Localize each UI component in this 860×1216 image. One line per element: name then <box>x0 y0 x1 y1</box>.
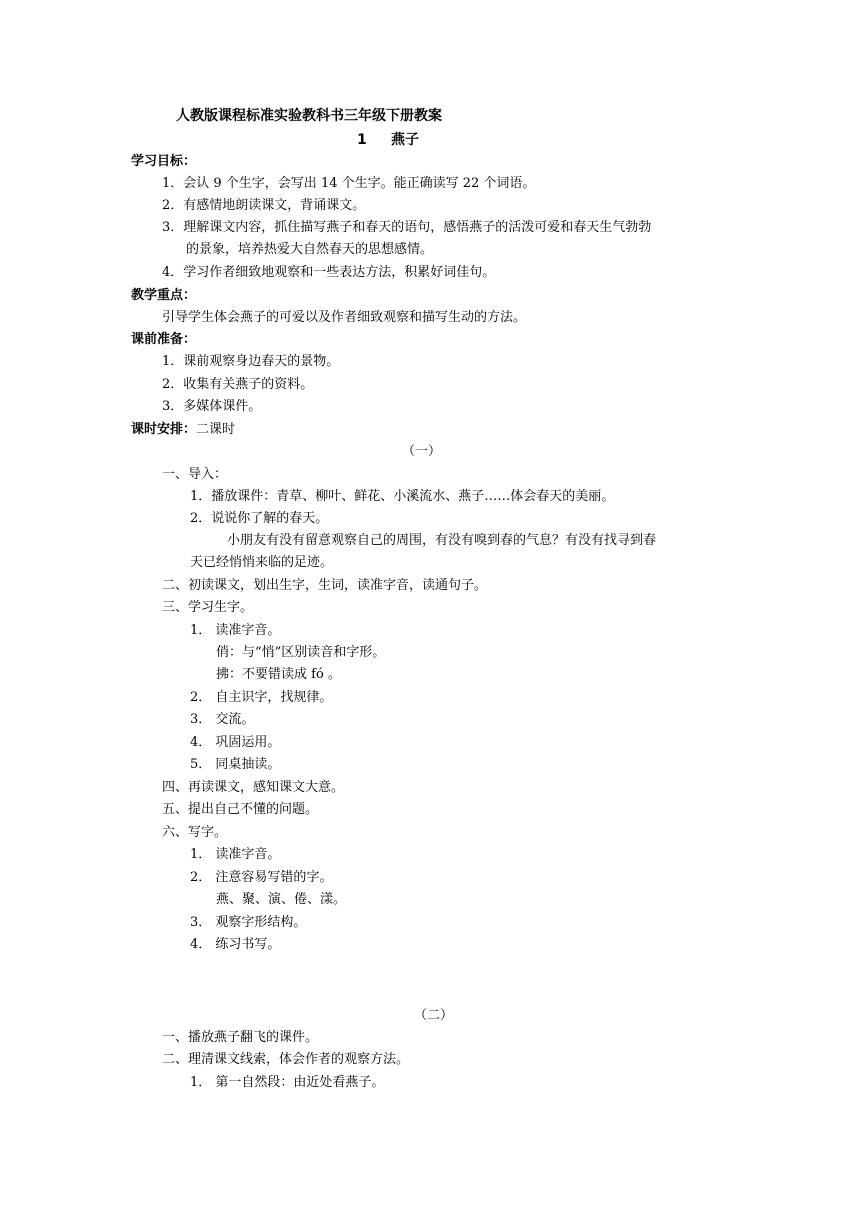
section-heading: 六、写字。 <box>162 825 228 840</box>
list-item: 4． 练习书写。 <box>190 937 281 952</box>
objective-item-continuation: 的景象，培养热爱大自然春天的思想感情。 <box>186 242 434 257</box>
list-item: 5． 同桌抽读。 <box>190 757 281 772</box>
key-points-heading: 教学重点： <box>131 288 197 303</box>
objectives-heading: 学习目标： <box>131 154 197 169</box>
list-subitem: 燕、聚、演、倦、漾。 <box>216 892 347 907</box>
list-item: 1．播放课件：青草、柳叶、鲜花、小溪流水、燕子……体会春天的美丽。 <box>190 489 615 504</box>
schedule-value: 二课时 <box>196 422 236 437</box>
section-heading: 一、导入： <box>162 467 228 482</box>
section-heading: 二、初读课文，划出生字，生词，读准字音，读通句子。 <box>162 578 488 593</box>
list-item: 2． 自主识字，找规律。 <box>190 690 333 705</box>
preparation-item: 1．课前观察身边春天的景物。 <box>162 354 340 369</box>
list-item: 1． 第一自然段：由近处看燕子。 <box>190 1075 385 1090</box>
section-heading: 二、理清课文线索，体会作者的观察方法。 <box>162 1052 410 1067</box>
list-item: 3． 观察字形结构。 <box>190 915 307 930</box>
paragraph-line: 天已经悄悄来临的足迹。 <box>190 555 334 570</box>
list-subitem: 俏：与“悄”区别读音和字形。 <box>216 645 386 660</box>
paragraph-line: 小朋友有没有留意观察自己的周围，有没有嗅到春的气息？有没有找寻到春 <box>227 533 657 548</box>
list-item: 4． 巩固运用。 <box>190 735 281 750</box>
section-heading: 四、再读课文，感知课文大意。 <box>162 780 345 795</box>
objective-item: 2．有感情地朗读课文，背诵课文。 <box>162 198 366 213</box>
preparation-item: 2．收集有关燕子的资料。 <box>162 377 314 392</box>
lesson-number: 1 <box>357 132 367 148</box>
list-item: 2． 注意容易写错的字。 <box>190 870 333 885</box>
lesson-title: 燕子 <box>391 132 419 148</box>
list-item: 1． 读准字音。 <box>190 847 281 862</box>
preparation-heading: 课前准备： <box>131 332 197 347</box>
objective-item: 3．理解课文内容，抓住描写燕子和春天的语句，感悟燕子的活泼可爱和春天生气勃勃 <box>162 220 652 235</box>
key-points-text: 引导学生体会燕子的可爱以及作者细致观察和描写生动的方法。 <box>162 310 527 325</box>
objective-item: 4．学习作者细致地观察和一些表达方法，积累好词佳句。 <box>162 265 496 280</box>
list-item: 2．说说你了解的春天。 <box>190 511 329 526</box>
list-item: 1． 读准字音。 <box>190 623 281 638</box>
section-heading: 三、学习生字。 <box>162 600 254 615</box>
list-item: 3． 交流。 <box>190 712 255 727</box>
section-heading: 五、提出自己不懂的问题。 <box>162 802 319 817</box>
schedule-heading: 课时安排： <box>131 422 197 437</box>
section-heading: 一、播放燕子翻飞的课件。 <box>162 1030 319 1045</box>
part2-heading: （二） <box>414 1008 454 1023</box>
part1-heading: （一） <box>402 444 442 459</box>
objective-item: 1．会认 9 个生字，会写出 14 个生字。能正确读写 22 个词语。 <box>162 176 536 191</box>
schedule-line <box>131 422 235 438</box>
preparation-item: 3．多媒体课件。 <box>162 399 262 414</box>
list-subitem: 拂：不要错读成 fó 。 <box>216 667 341 682</box>
document-title: 人教版课程标准实验教科书三年级下册教案 <box>176 108 442 124</box>
